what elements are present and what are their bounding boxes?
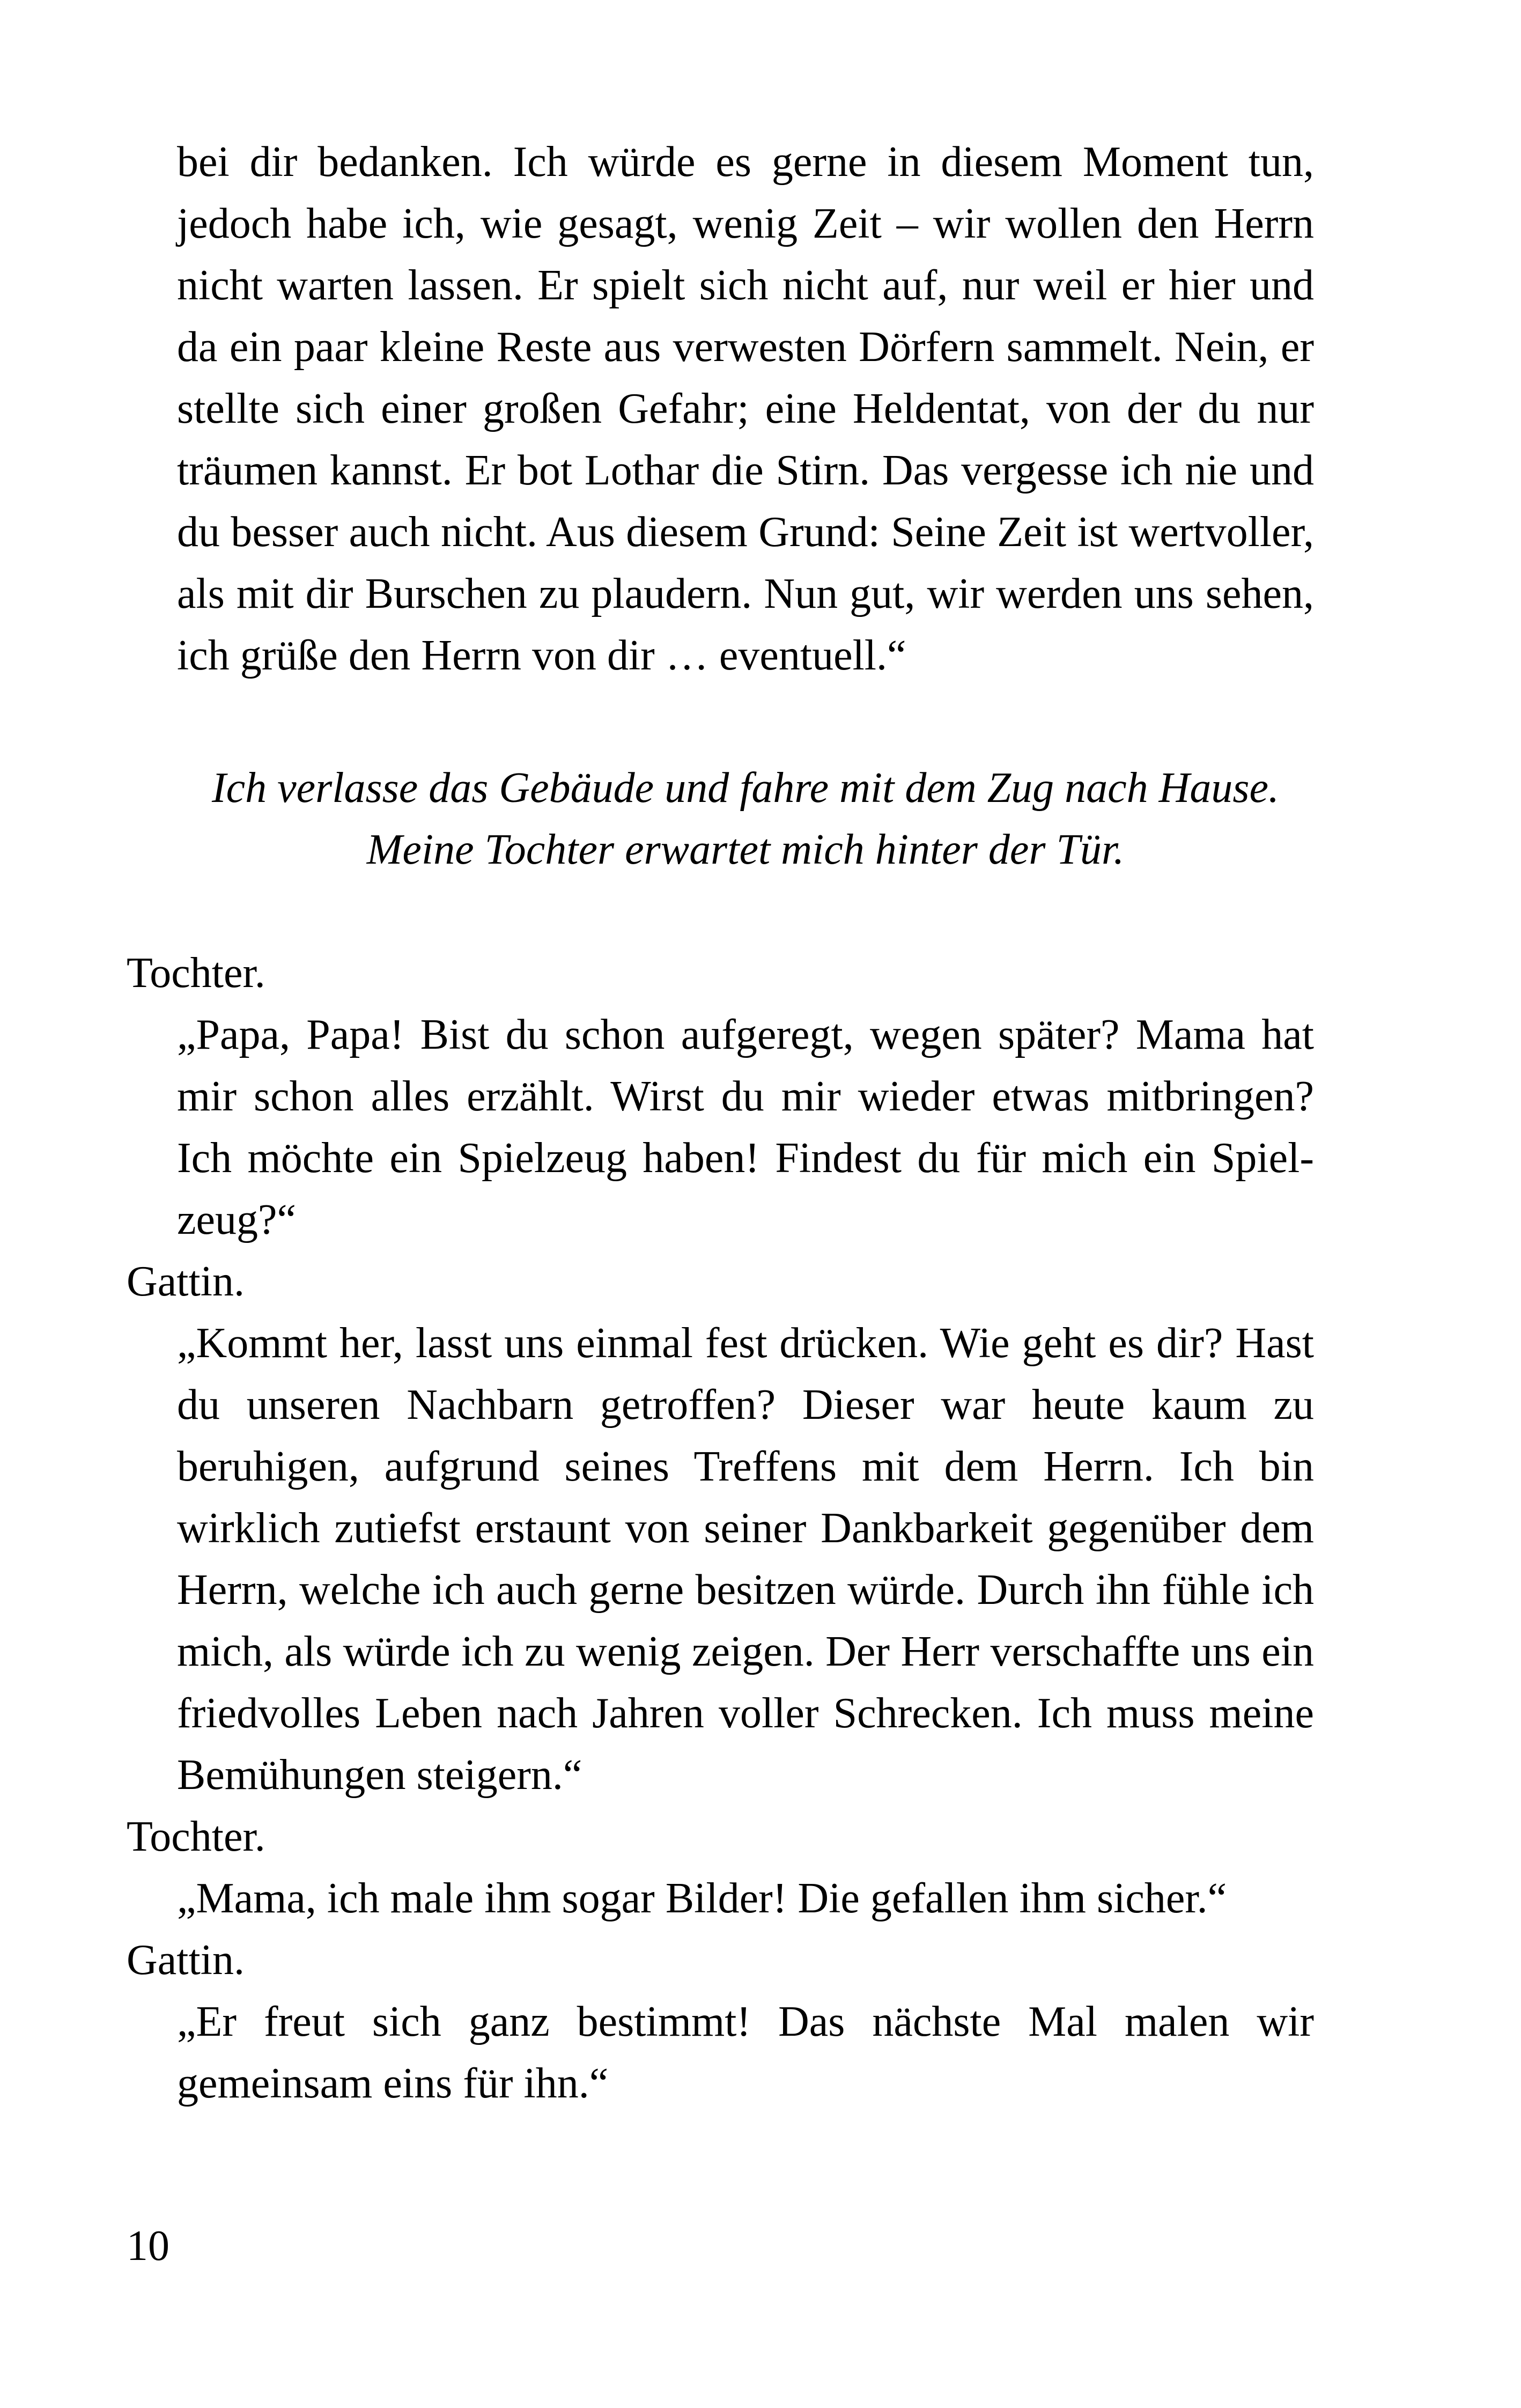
opening-paragraph: bei dir bedanken. Ich würde es gerne in diesem Moment tun, jedoch habe ich, wie gesagt, wenig Zeit – wir wollen den Herrn nicht warten lassen. Er spielt sich nicht auf, nur weil er hier und da ein paar kleine Reste aus verwesten Dörfern sammelt. Nein, er stellte sich einer großen Gefahr; eine Heldentat, von der du nur träumen kannst. Er bot Lothar die Stirn. Das vergesse ich nie und du besser auch nicht. Aus diesem Grund: Seine Zeit ist wertvoller, als mit dir Burschen zu plaudern. Nun gut, wir werden uns sehen, ich grüße den Herrn von dir … eventuell.“ bbox=[177, 138, 1314, 679]
dialogue-line: „Er freut sich ganz bestimmt! Das nächste Mal malen wir gemeinsam eins für ihn.“ bbox=[177, 1998, 1314, 2107]
dialogue-line: „Papa, Papa! Bist du schon aufgeregt, wegen später? Mama hat mir schon alles erzählt. Wirst du mir wieder etwas mitbringen? Ich möchte ein Spielzeug haben! Findest du für mich ein Spielzeug?“ bbox=[177, 1011, 1314, 1243]
speaker-name: Gattin. bbox=[127, 1936, 245, 1984]
stage-direction bbox=[127, 757, 1364, 881]
speaker-name: Tochter. bbox=[127, 949, 265, 997]
dialogue-line: „Mama, ich male ihm sogar Bilder! Die gefallen ihm sicher.“ bbox=[177, 1875, 1227, 1922]
page-number: 10 bbox=[127, 2222, 169, 2270]
dialogue-line: „Kommt her, lasst uns einmal fest drücken. Wie geht es dir? Hast du unseren Nachbarn getroffen? Dieser war heute kaum zu beruhigen, aufgrund seines Treffens mit dem Herrn. Ich bin wirklich zutiefst erstaunt von seiner Dankbarkeit gegenüber dem Herrn, welche ich auch gerne besitzen würde. Durch ihn fühle ich mich, als würde ich zu wenig zeigen. Der Herr verschaffte uns ein friedvolles Leben nach Jahren voller Schrecken. Ich muss meine Bemühungen steigern.“ bbox=[177, 1320, 1314, 1799]
dialogue bbox=[127, 942, 1314, 2115]
speaker-name: Tochter. bbox=[127, 1813, 265, 1860]
speaker-name: Gattin. bbox=[127, 1258, 245, 1305]
stage-direction-line: Ich verlasse das Gebäude und fahre mit dem Zug nach Hause. bbox=[211, 764, 1280, 812]
stage-direction-line: Meine Tochter erwartet mich hinter der Tür. bbox=[366, 826, 1125, 873]
